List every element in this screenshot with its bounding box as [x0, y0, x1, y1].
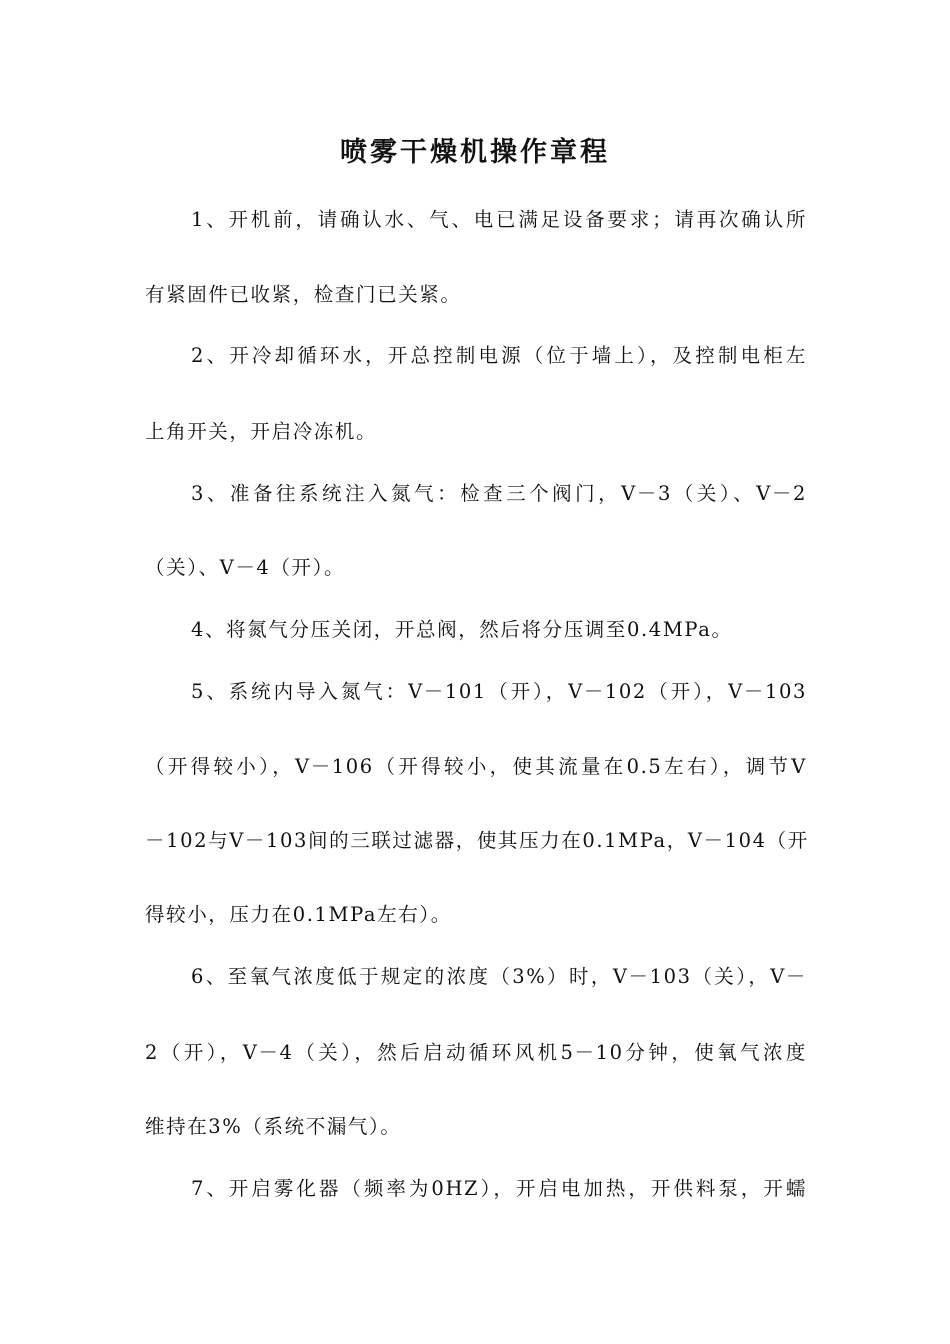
paragraph-4-line-1: 4、将氮气分压关闭，开总阀，然后将分压调至0.4MPa。 — [191, 618, 733, 641]
paragraph-2-line-1: 2、开冷却循环水，开总控制电源（位于墙上），及控制电柜左 — [191, 344, 807, 367]
document-title: 喷雾干燥机操作章程 — [340, 137, 610, 168]
paragraph-1-line-2: 有紧固件已收紧，检查门已关紧。 — [145, 283, 462, 306]
paragraph-5-line-2: （开得较小），V－106（开得较小，使其流量在0.5左右），调节V — [145, 755, 807, 778]
paragraph-2-line-2: 上角开关，开启冷冻机。 — [145, 420, 378, 443]
paragraph-5-line-1: 5、系统内导入氮气：V－101（开），V－102（开），V－103 — [191, 680, 807, 703]
paragraph-6-line-2: 2（开），V－4（关），然后启动循环风机5－10分钟，使氧气浓度 — [145, 1041, 807, 1064]
paragraph-1-line-1: 1、开机前，请确认水、气、电已满足设备要求；请再次确认所 — [191, 208, 807, 231]
paragraph-3-line-2: （关）、V－4（开）。 — [145, 556, 346, 579]
paragraph-6-line-3: 维持在3%（系统不漏气）。 — [145, 1115, 402, 1138]
paragraph-5-line-4: 得较小，压力在0.1MPa左右）。 — [145, 903, 452, 926]
paragraph-7-line-1: 7、开启雾化器（频率为0HZ），开启电加热，开供料泵，开蠕 — [191, 1177, 807, 1200]
paragraph-6-line-1: 6、至氧气浓度低于规定的浓度（3%）时，V－103（关），V－ — [191, 965, 807, 988]
paragraph-3-line-1: 3、准备往系统注入氮气：检查三个阀门，V－3（关）、V－2 — [191, 482, 807, 505]
paragraph-5-line-3: －102与V－103间的三联过滤器，使其压力在0.1MPa，V－104（开 — [145, 829, 809, 852]
